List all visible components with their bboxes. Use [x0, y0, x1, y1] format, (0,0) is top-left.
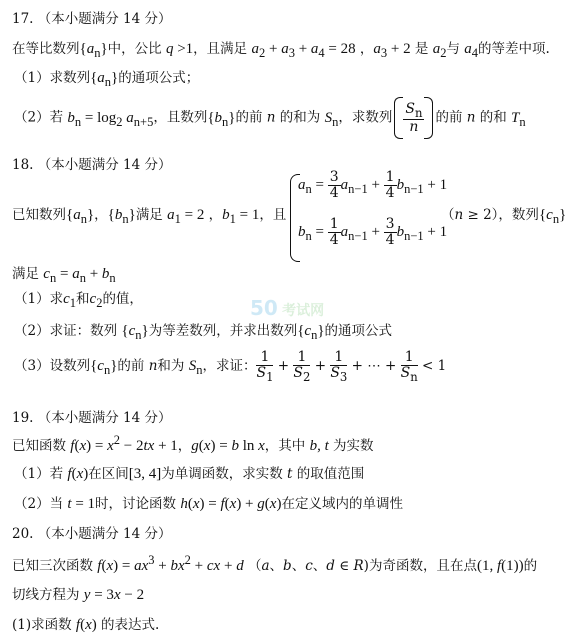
q19-stem: 已知函数 $f(x) = x^2 - 2tx + 1$，g(x) = b ln x，其中 b, t 为实数 — [12, 433, 374, 454]
q18-header: 18. （本小题满分 14 分） — [12, 157, 172, 173]
q18-stem2: 满足 $c_n = a_n + b_n$ — [12, 266, 116, 285]
q17-stem: 在等比数列$\{a_n\}$中，公比 q >1，且满足 $a_2 + a_3 + a_4 = 28$ ，$a_3 + 2$ 是 $a_2$与 $a_4$的等差中项. — [12, 41, 550, 60]
q19-part1: （1）若 f(x)在区间[3, 4]为单调函数，求实数 t 的取值范围 — [14, 466, 365, 482]
q20-part1: (1)求函数 f(x) 的表达式. — [12, 617, 160, 633]
q17-part2: （2）若 $b_n = \log_2 a_{n+5}$，且数列$\{b_n\}$的前 n 的和为 $S_n$，求数列 $\frac{S_n}{n}$ 的前 n 的和 $T_n$ — [14, 97, 526, 139]
q18-stem-tail: （n ≥ 2），数列$\{c_n\}$ — [441, 207, 567, 226]
q17-part1: （1）求数列$\{a_n\}$的通项公式； — [14, 70, 200, 89]
system-eq-a: $a_n$ = $\frac{3}{4}$ $a_{n-1}$ + $\frac{1}{4}$ $b_{n-1} + 1$ — [298, 169, 448, 201]
q18-part3: （3）设数列$\{c_n\}$的前 n和为 $S_n$，求证： $\frac{1}{S_1}$ + $\frac{1}{S_2}$ + $\frac{1}{S_3}$ + ⋯ + $\frac{1}{S_n}$ < 1 — [14, 349, 447, 384]
q18-part2: （2）求证：数列 $\{c_n\}$为等差数列，并求出数列$\{c_n\}$的通项公式 — [14, 323, 393, 342]
q19-header: 19. （本小题满分 14 分） — [12, 410, 172, 426]
q18-part1: （1）求$c_1$和$c_2$的值， — [14, 291, 143, 310]
q20-stem2: 切线方程为 y = 3x − 2 — [12, 587, 145, 603]
q18-stem-lead: 已知数列$\{a_n\}$，$\{b_n\}$满足 $a_1 = 2$ ，$b_1 = 1$，且 — [12, 207, 287, 226]
q17-header: 17. （本小题满分 14 分） — [12, 11, 172, 27]
q19-part2: （2）当 t = 1时，讨论函数 h(x) = f(x) + g(x)在定义域内的单调性 — [14, 496, 403, 512]
system-eq-b: $b_n$ = $\frac{1}{4}$ $a_{n-1}$ + $\frac{3}{4}$ $b_{n-1} + 1$ — [298, 216, 448, 248]
watermark-logo: 50 考试网 — [250, 296, 325, 320]
q20-header: 20. （本小题满分 14 分） — [12, 526, 172, 542]
q20-stem: 已知三次函数 $f(x) = ax^3 + bx^2$ + cx + d （a、b、c、d ∈ R)为奇函数，且在点(1, f(1))的 — [12, 553, 538, 574]
